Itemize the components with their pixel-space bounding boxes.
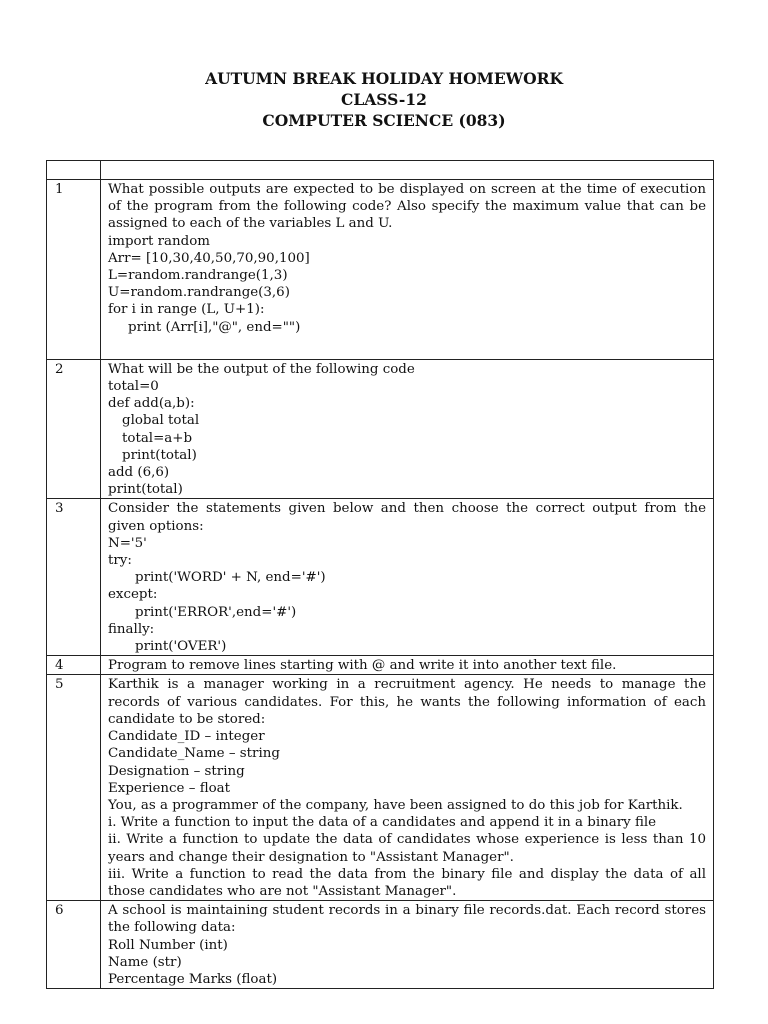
field-line: Roll Number (int) (108, 937, 228, 953)
code-line: print (Arr[i],"@", end="") (128, 319, 301, 335)
question-row-2 (47, 359, 714, 499)
code-line: add (6,6) (108, 465, 170, 481)
code-line: print('WORD' + N, end='#') (135, 570, 326, 586)
task-part: i. Write a function to input the data of a candidates and append it in a binary file (108, 815, 657, 831)
field-line: Designation – string (108, 763, 245, 779)
question-text: Consider the statements given below and then choose the correct output from the given options: (108, 501, 706, 534)
code-line: except: (108, 587, 158, 603)
question-body (101, 901, 714, 989)
question-body (101, 359, 714, 499)
question-text: A school is maintaining student records in a binary file records.dat. Each record stores the following data: (108, 903, 706, 936)
question-number: 5 (47, 675, 101, 901)
empty-cell (47, 161, 101, 180)
document-header (0, 68, 768, 131)
question-number: 6 (47, 901, 101, 989)
code-line: Arr= [10,30,40,50,70,90,100] (108, 250, 310, 266)
code-line: try: (108, 553, 132, 569)
task-text: You, as a programmer of the company, have been assigned to do this job for Karthik. (108, 797, 683, 813)
code-line: L=random.randrange(1,3) (108, 268, 288, 284)
question-number: 3 (47, 499, 101, 656)
question-body (101, 499, 714, 656)
code-line: for i in range (L, U+1): (108, 302, 265, 318)
question-number: 1 (47, 180, 101, 360)
code-line: def add(a,b): (108, 396, 195, 412)
question-text: Program to remove lines starting with @ and write it into another text file. (108, 658, 617, 674)
question-row-1 (47, 180, 714, 360)
questions-table (46, 160, 714, 989)
code-line: U=random.randrange(3,6) (108, 285, 290, 301)
question-row-4 (47, 656, 714, 675)
empty-cell (101, 161, 714, 180)
field-line: Name (str) (108, 954, 182, 970)
question-body (101, 656, 714, 675)
field-line: Percentage Marks (float) (108, 971, 278, 987)
task-part: ii. Write a function to update the data of candidates whose experience is less than 10 years and change their designation to "Assistant Manager". (108, 832, 706, 865)
question-row-5 (47, 675, 714, 901)
question-text: What will be the output of the following code (108, 361, 415, 377)
subject-label: COMPUTER SCIENCE (083) (262, 111, 506, 130)
question-text: Karthik is a manager working in a recruitment agency. He needs to manage the records of various candidates. For this, he wants the following information of each candidate to be stored: (108, 677, 706, 727)
question-text: What possible outputs are expected to be displayed on screen at the time of execution of the program from the following code? Also specify the maximum value that can be assigned to each of the variables L and U. (108, 182, 706, 232)
question-number: 4 (47, 656, 101, 675)
code-line: print(total) (108, 482, 183, 498)
question-body (101, 180, 714, 360)
code-line: import random (108, 233, 210, 249)
code-line: N='5' (108, 535, 147, 551)
code-line: print('OVER') (135, 639, 227, 655)
code-line: total=a+b (122, 430, 193, 446)
field-line: Candidate_ID – integer (108, 729, 265, 745)
question-body (101, 675, 714, 901)
code-line: global total (122, 413, 200, 429)
field-line: Candidate_Name – string (108, 746, 280, 762)
question-row-3 (47, 499, 714, 656)
code-line: print('ERROR',end='#') (135, 604, 297, 620)
code-line: total=0 (108, 379, 159, 395)
question-row-6 (47, 901, 714, 989)
homework-title: AUTUMN BREAK HOLIDAY HOMEWORK (205, 69, 563, 88)
class-label: CLASS-12 (341, 90, 427, 109)
task-part: iii. Write a function to read the data from the binary file and display the data of all those candidates who are not "Assistant Manager". (108, 866, 706, 899)
code-line: finally: (108, 621, 155, 637)
code-line: print(total) (122, 447, 197, 463)
question-number: 2 (47, 359, 101, 499)
field-line: Experience – float (108, 780, 231, 796)
table-header-row (47, 161, 714, 180)
